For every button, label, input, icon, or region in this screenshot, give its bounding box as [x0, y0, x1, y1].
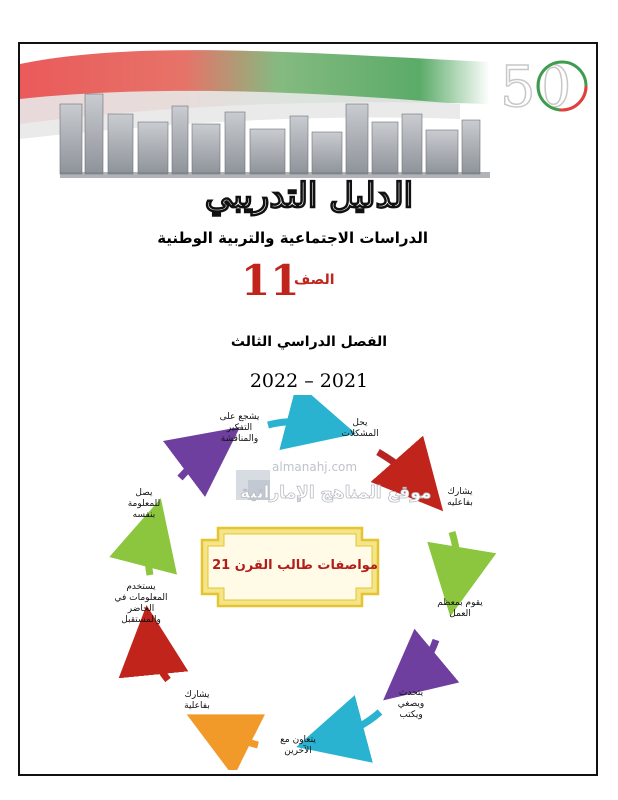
arrow-purple-lower-right: [410, 640, 436, 678]
term-heading: الفصل الدراسي الثالث: [230, 334, 388, 350]
diagram-item: يصل للمعلومة بنفسه: [127, 488, 161, 520]
arrow-purple-upper-left: [180, 448, 212, 478]
uae-50-logo-icon: [500, 55, 586, 120]
watermark-arabic: موقع المناهج الإماراتية: [240, 483, 432, 503]
academic-year: 2022 – 2021: [249, 370, 369, 392]
arrow-orange-bottom: [218, 730, 258, 745]
diagram-item: يتحدث ويصغي ويكتب: [397, 688, 425, 720]
arrow-red-left: [150, 640, 168, 680]
grade-number: 11: [241, 256, 300, 305]
cycle-diagram: [0, 395, 618, 770]
diagram-item: يشارك بفاعليه: [447, 487, 473, 508]
diagram-item: يقوم بمعظم العمل: [437, 598, 483, 619]
arrow-red-upper-right: [378, 452, 420, 485]
watermark-site: almanahj.com: [272, 460, 358, 474]
diagram-item: يحل المشكلات: [341, 418, 379, 439]
diagram-item: يشارك بفاعلية: [184, 690, 210, 711]
arrow-green-left: [148, 532, 152, 575]
header-banner: [20, 44, 596, 194]
diagram-center-label: مواصفات طالب القرن 21: [212, 558, 378, 573]
grade-label: الصف: [294, 272, 335, 288]
diagram-item: يشجع على التفكير والمناقشة: [219, 412, 260, 444]
subject-heading: الدراسات الاجتماعية والتربية الوطنية: [157, 229, 428, 247]
svg-text:50: 50: [500, 55, 572, 120]
arrow-green-right: [452, 532, 457, 582]
arrow-cyan-top: [268, 422, 322, 426]
diagram-item: يتعاون مع الآخرين: [280, 735, 316, 756]
diagram-item: يستخدم المعلومات في الحاضر والمستقبل: [114, 582, 168, 625]
document-title: الدليل التدريبي: [204, 176, 414, 216]
arrow-cyan-bottom: [330, 712, 380, 738]
